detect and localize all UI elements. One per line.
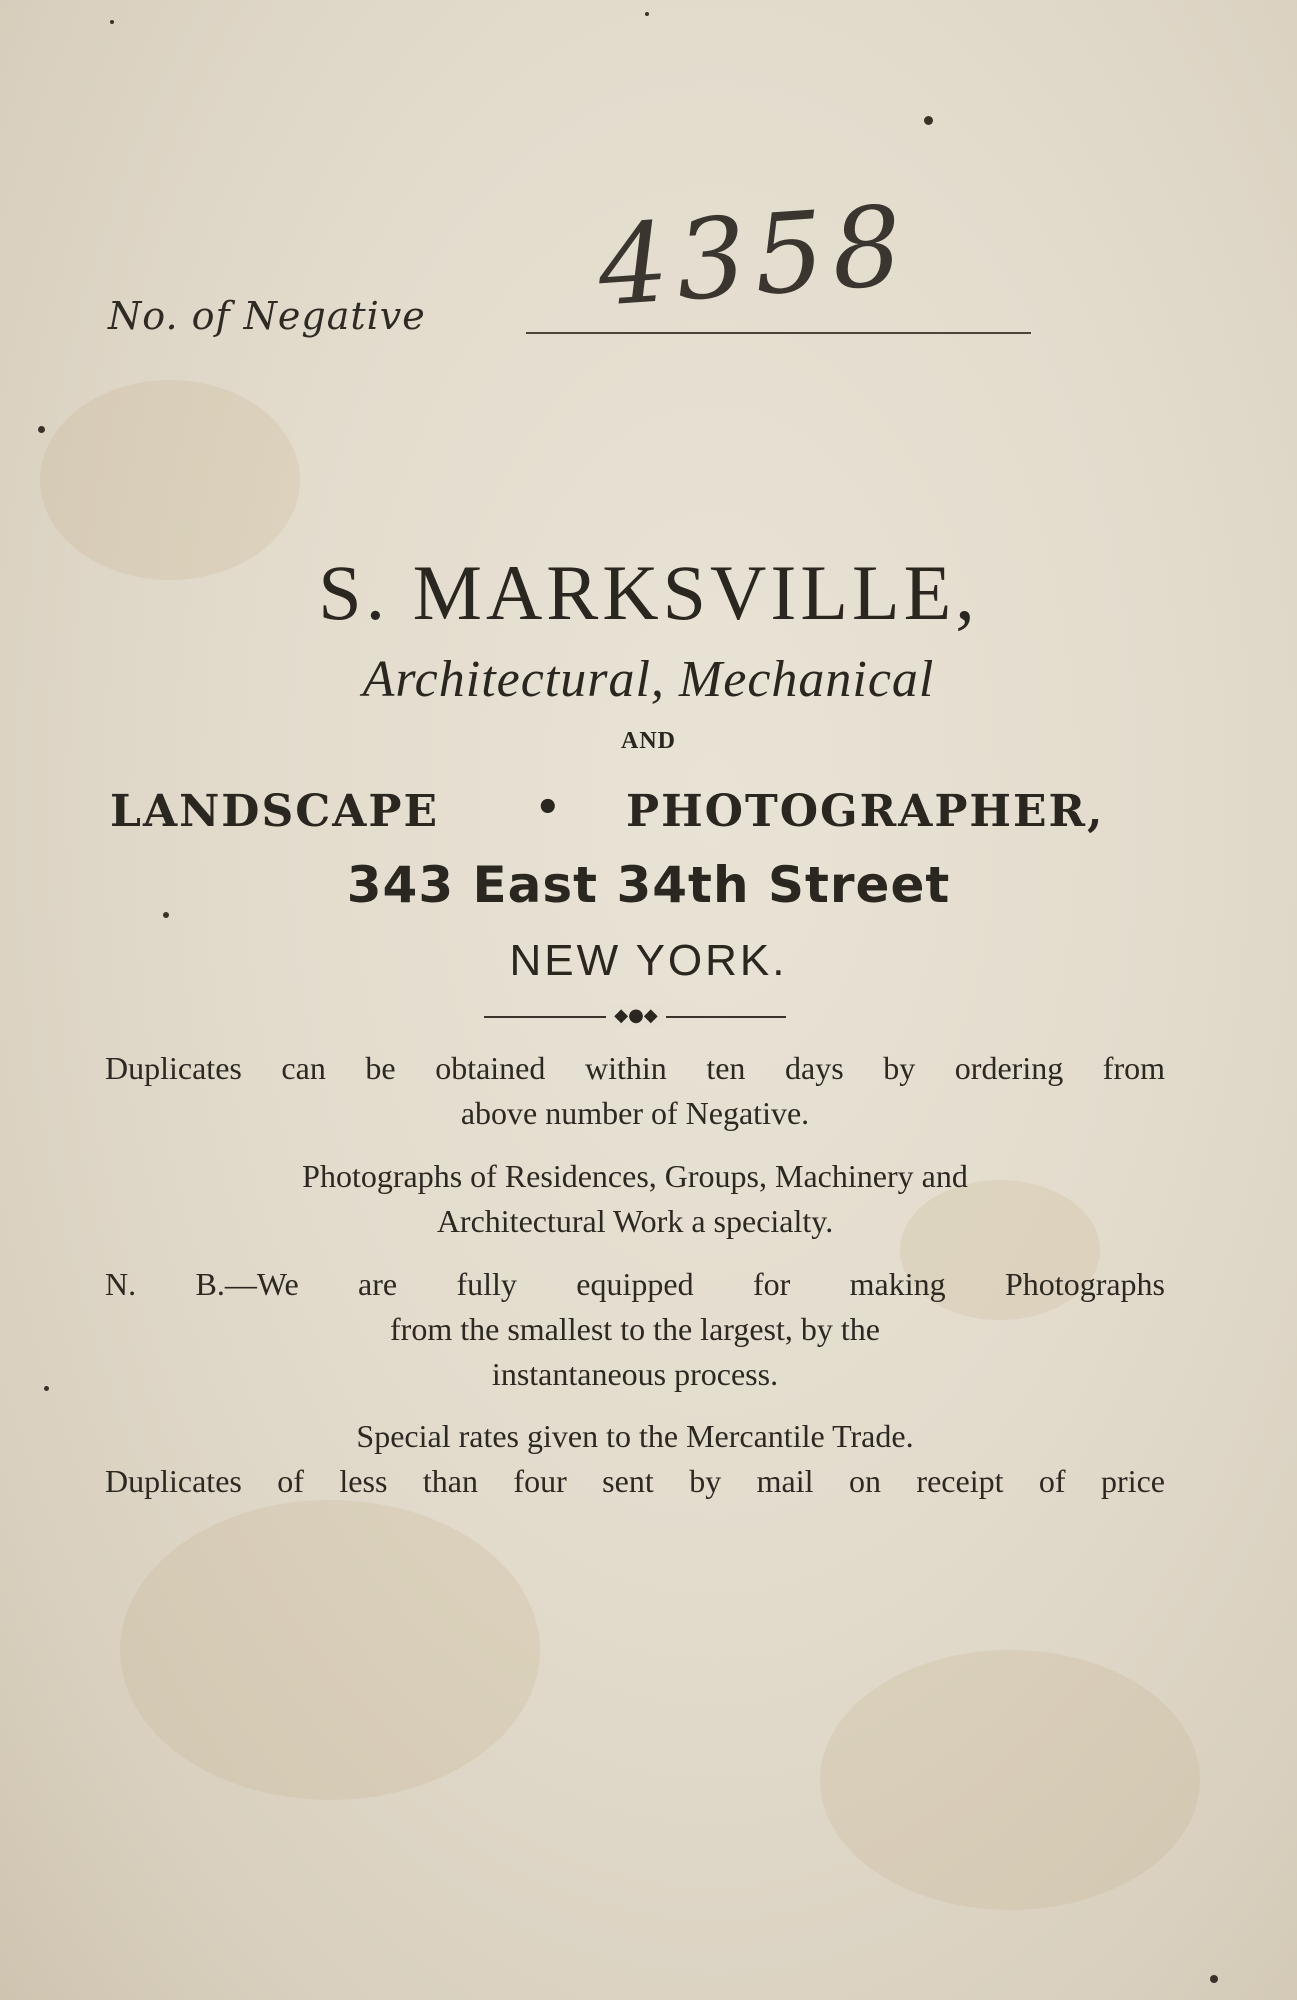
paper-speck bbox=[38, 426, 45, 433]
negative-number-handwritten: 4358 bbox=[593, 181, 915, 331]
rates-notice bbox=[105, 1414, 1165, 1504]
paper-stain bbox=[820, 1650, 1200, 1910]
nb-line-1: N. B.—We are fully equipped for making Photographs bbox=[105, 1266, 1165, 1302]
photographs-line-1: Photographs of Residences, Groups, Machinery and bbox=[302, 1158, 968, 1194]
photographer-name: S. MARKSVILLE, bbox=[318, 549, 979, 636]
profession-photographer: PHOTOGRAPHER, bbox=[626, 786, 1105, 837]
and-word: AND bbox=[621, 728, 676, 754]
city: NEW YORK. bbox=[509, 936, 788, 985]
duplicates-line-2: above number of Negative. bbox=[460, 1095, 810, 1131]
divider-ornament-icon: ◆●◆ bbox=[606, 1004, 666, 1028]
specialty-line: Architectural, Mechanical bbox=[362, 651, 935, 708]
nb-line-2: from the smallest to the largest, by the bbox=[390, 1311, 880, 1347]
paper-speck bbox=[924, 116, 933, 125]
mail-line: Duplicates of less than four sent by mail on receipt of price bbox=[105, 1463, 1165, 1499]
duplicates-notice bbox=[105, 1046, 1165, 1136]
negative-label: No. of Negative bbox=[108, 294, 426, 338]
paper-speck bbox=[110, 20, 114, 24]
photographs-line-2: Architectural Work a specialty. bbox=[436, 1203, 834, 1239]
profession-landscape: LANDSCAPE bbox=[110, 786, 440, 837]
street-address: 343 East 34th Street bbox=[346, 856, 951, 914]
paper-stain bbox=[120, 1500, 540, 1800]
profession-line bbox=[110, 786, 1170, 846]
negative-number-field bbox=[108, 181, 928, 360]
special-rates-line: Special rates given to the Mercantile Trade. bbox=[356, 1418, 914, 1454]
specialty-notice bbox=[150, 1154, 1120, 1244]
separator-dot-icon: • bbox=[535, 784, 561, 831]
paper-speck bbox=[1210, 1975, 1218, 1983]
negative-underline bbox=[526, 332, 1031, 334]
nb-line-3: instantaneous process. bbox=[491, 1356, 779, 1392]
paper-speck bbox=[645, 12, 649, 16]
paper-speck bbox=[44, 1386, 49, 1391]
nb-notice bbox=[105, 1262, 1165, 1397]
duplicates-line-1: Duplicates can be obtained within ten days by ordering from bbox=[105, 1050, 1165, 1086]
